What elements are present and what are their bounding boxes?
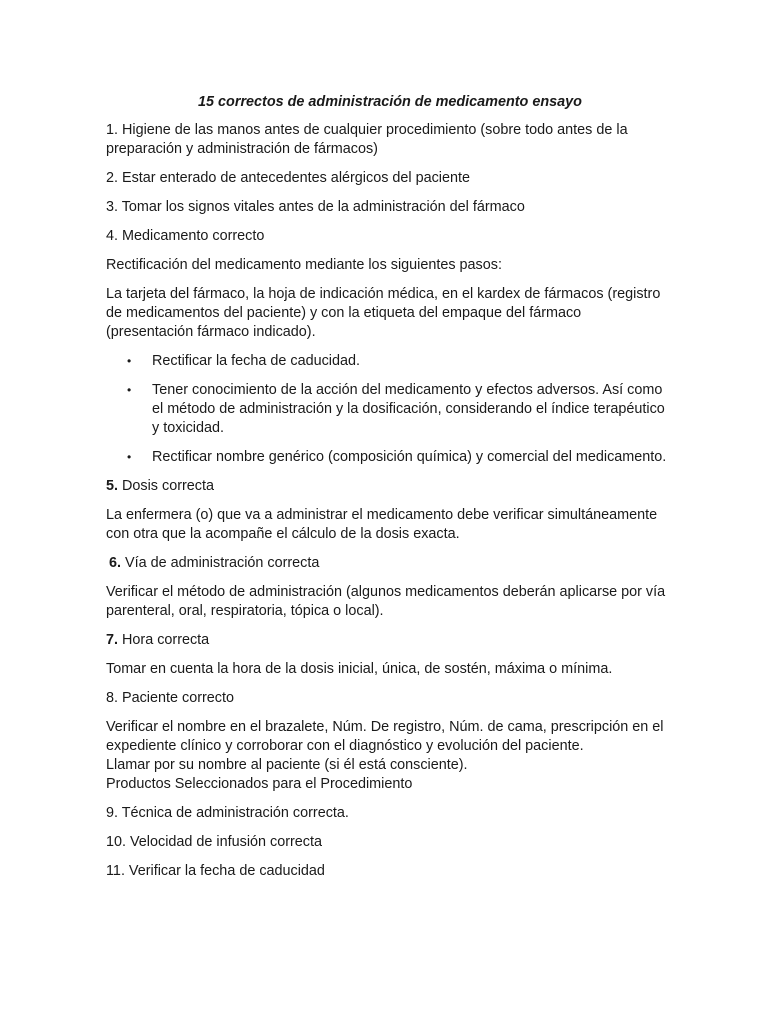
item-8-description	[106, 718, 668, 794]
item-6-text: Vía de administración correcta	[121, 555, 320, 571]
tarjeta-paragraph: La tarjeta del fármaco, la hoja de indicación médica, en el kardex de fármacos (registro de medicamentos del paciente) y con la etiqueta del empaque del fármaco (presentación fármaco indicado).	[106, 286, 661, 340]
item-6-number: 6.	[109, 555, 122, 571]
item-11: 11. Verificar la fecha de caducidad	[106, 863, 325, 879]
item-5-number: 5.	[106, 478, 119, 494]
list-item-text: Rectificar la fecha de caducidad.	[152, 353, 360, 369]
item-1: 1. Higiene de las manos antes de cualquier procedimiento (sobre todo antes de la preparación y administración de fármacos)	[106, 122, 628, 157]
item-6-description: Verificar el método de administración (algunos medicamentos deberán aplicarse por vía parenteral, oral, respiratoria, tópica o local).	[106, 584, 666, 619]
item-5-description: La enfermera (o) que va a administrar el medicamento debe verificar simultáneamente con otra que la acompañe el cálculo de la dosis exacta.	[106, 507, 658, 542]
bullet-icon: •	[127, 450, 132, 464]
list-item	[106, 352, 668, 371]
item-10: 10. Velocidad de infusión correcta	[106, 834, 322, 850]
item-3: 3. Tomar los signos vitales antes de la administración del fármaco	[106, 199, 525, 215]
item-7-number: 7.	[106, 632, 119, 648]
bullet-icon: •	[127, 354, 132, 368]
item-8-description-line-3: Productos Seleccionados para el Procedimiento	[106, 776, 413, 792]
item-4: 4. Medicamento correcto	[106, 228, 265, 244]
item-7-description: Tomar en cuenta la hora de la dosis inicial, única, de sostén, máxima o mínima.	[106, 661, 613, 677]
document-title: 15 correctos de administración de medicamento ensayo	[198, 94, 582, 110]
item-7-text: Hora correcta	[118, 632, 210, 648]
list-item	[106, 448, 668, 467]
bullet-icon: •	[127, 383, 132, 397]
item-5-text: Dosis correcta	[118, 478, 214, 494]
list-item-text: Rectificar nombre genérico (composición química) y comercial del medicamento.	[152, 449, 667, 465]
item-9: 9. Técnica de administración correcta.	[106, 805, 349, 821]
item-7	[106, 631, 668, 650]
rectification-intro: Rectificación del medicamento mediante los siguientes pasos:	[106, 257, 502, 273]
item-5	[106, 477, 668, 496]
list-item-text: Tener conocimiento de la acción del medicamento y efectos adversos. Así como el método de administración y la dosificación, considerando el índice terapéutico y toxicidad.	[152, 382, 665, 436]
item-8: 8. Paciente correcto	[106, 690, 234, 706]
item-2: 2. Estar enterado de antecedentes alérgicos del paciente	[106, 170, 471, 186]
item-6	[106, 554, 668, 573]
item-8-description-line-2: Llamar por su nombre al paciente (si él está consciente).	[106, 757, 468, 773]
item-8-description-line-1: Verificar el nombre en el brazalete, Núm. De registro, Núm. de cama, prescripción en el expediente clínico y corroborar con el diagnóstico y evolución del paciente.	[106, 719, 664, 754]
list-item	[106, 381, 668, 438]
rectification-list	[106, 352, 668, 467]
